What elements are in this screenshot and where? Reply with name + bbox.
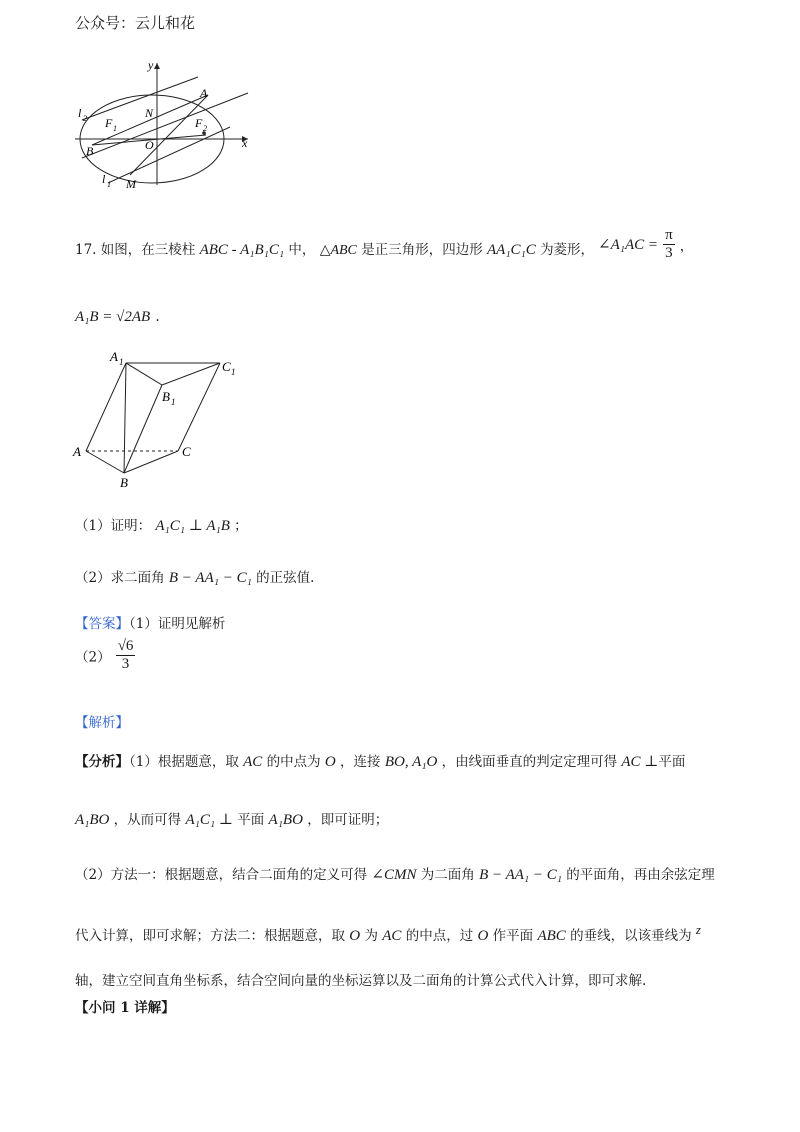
question-2 (75, 566, 314, 587)
vertex-c-label: C (182, 444, 191, 459)
answer-denominator: 3 (121, 656, 130, 672)
analysis-text: 的垂线，以该垂线为 (570, 928, 692, 944)
prism-figure (70, 345, 250, 495)
analysis-line-3 (75, 863, 715, 884)
vertex-b-label: B (120, 475, 128, 490)
x-axis-label: x (242, 136, 248, 150)
analysis-text: 平面 (658, 754, 686, 770)
answer-numerator: √6 (117, 638, 134, 654)
fenxi-tag: 【分析】 (75, 754, 129, 770)
vertex-b1-label: B (162, 389, 170, 404)
condition-2-tail: . (155, 309, 160, 325)
l2-sub: 2 (83, 114, 87, 123)
analysis-text: 的平面角，再由余弦定理 (566, 867, 715, 883)
question-2-prefix: （2）求二面角 (75, 570, 165, 586)
point-b-label: B (86, 144, 94, 158)
angle-denominator: 3 (665, 245, 673, 261)
ellipse-figure (70, 55, 260, 195)
vertex-a-label: A (73, 444, 81, 459)
analysis-math: O (349, 928, 361, 944)
analysis-text: 平面 (237, 812, 265, 828)
analysis-math: AC ⊥ (621, 754, 659, 770)
angle-numerator: π (665, 227, 673, 243)
analysis-math: B − AA₁ − C₁ (479, 867, 562, 883)
b1-sub: 1 (171, 397, 176, 407)
f2-sub: 2 (203, 124, 207, 133)
analysis-text: 代入计算，即可求解；方法二：根据题意，取 (75, 928, 345, 944)
l2-label: l (78, 106, 82, 120)
analysis-text: ，连接 (340, 754, 381, 770)
analysis-text: 的中点，过 (405, 928, 474, 944)
question-1-expr: A₁C₁ ⊥ A₁B (155, 518, 230, 534)
f1-sub: 1 (113, 124, 117, 133)
analysis-math: A₁C₁ ⊥ (185, 812, 233, 828)
l1-label: l (102, 172, 106, 186)
statement-equilateral: 是正三角形，四边形 (361, 242, 483, 258)
condition-2 (75, 306, 160, 326)
analysis-text: ，从而可得 (113, 812, 182, 828)
answer-tag: 【答案】 (75, 616, 129, 632)
point-m-label: M (126, 177, 136, 191)
c1-sub: 1 (231, 367, 236, 377)
analysis-line-5: 轴，建立空间直角坐标系，结合空间向量的坐标运算以及二面角的计算公式代入计算，即可求解. (75, 973, 647, 989)
analysis-text: ，由线面垂直的判定定理可得 (441, 754, 618, 770)
angle-fraction (663, 227, 675, 262)
y-axis-label: y (148, 58, 154, 72)
statement-mid: 中， (288, 242, 316, 258)
analysis-text: 的中点为 (266, 754, 321, 770)
analysis-math: A₁BO (75, 812, 110, 828)
question-1-prefix: （1）证明： (75, 518, 152, 534)
a1-sub: 1 (119, 357, 124, 367)
vertex-c1-label: C (222, 359, 231, 374)
triangle-expr: △ABC (319, 243, 357, 258)
analysis-text: 为二面角 (420, 867, 475, 883)
focus-f1-label: F (105, 116, 113, 130)
analysis-math: AC (243, 754, 263, 770)
problem-statement (75, 238, 594, 259)
angle-tail: ， (679, 238, 694, 255)
analysis-math: ∠CMN (371, 867, 417, 883)
analysis-line-2 (75, 808, 388, 829)
analysis-text: ，即可证明； (307, 812, 389, 828)
sub-question-tag: 【小问 1 详解】 (75, 1000, 175, 1016)
point-n-label: N (145, 106, 154, 120)
analysis-line-1 (75, 750, 685, 771)
rhombus-expr: AA₁C₁C (487, 242, 536, 258)
angle-condition (598, 227, 693, 262)
source-header: 公众号：云儿和花 (75, 14, 196, 32)
analysis-math: ABC (537, 928, 566, 944)
focus-f2-label: F (195, 116, 203, 130)
analysis-text: 为 (364, 928, 378, 944)
analysis-line-4 (75, 922, 701, 945)
analysis-tag: 【解析】 (75, 715, 129, 731)
answer-part-1: （1）证明见解析 (129, 616, 226, 632)
analysis-math: z (695, 922, 701, 937)
answer-part-2-prefix: （2） (75, 649, 111, 666)
analysis-text: （1）根据题意，取 (129, 754, 239, 770)
prism-expr: ABC - A₁B₁C₁ (199, 242, 285, 258)
statement-rhombus: 为菱形， (540, 242, 595, 258)
analysis-math: A₁BO (268, 812, 303, 828)
condition-2-expr: A₁B = √2AB (75, 309, 151, 325)
l1-sub: 1 (107, 180, 111, 189)
question-2-expr: B − AA₁ − C₁ (168, 570, 252, 586)
answer-line-1 (75, 612, 225, 632)
analysis-text: （2）方法一：根据题意，结合二面角的定义可得 (75, 867, 368, 883)
analysis-math: BO, A₁O (384, 754, 438, 770)
origin-o-label: O (145, 138, 154, 152)
question-1-suffix: ； (234, 518, 248, 534)
analysis-math: AC (382, 928, 402, 944)
answer-fraction (116, 638, 136, 673)
analysis-math: O (477, 928, 489, 944)
angle-expr: ∠A₁AC = (598, 237, 658, 253)
question-2-suffix: 的正弦值. (256, 570, 315, 586)
problem-number: 17. 如图，在三棱柱 (75, 242, 196, 258)
question-1 (75, 514, 248, 535)
analysis-math: O (324, 754, 336, 770)
point-a-label: A (200, 86, 208, 100)
vertex-a1-label: A (110, 349, 118, 364)
answer-line-2 (75, 638, 135, 673)
analysis-text: 作平面 (492, 928, 534, 944)
